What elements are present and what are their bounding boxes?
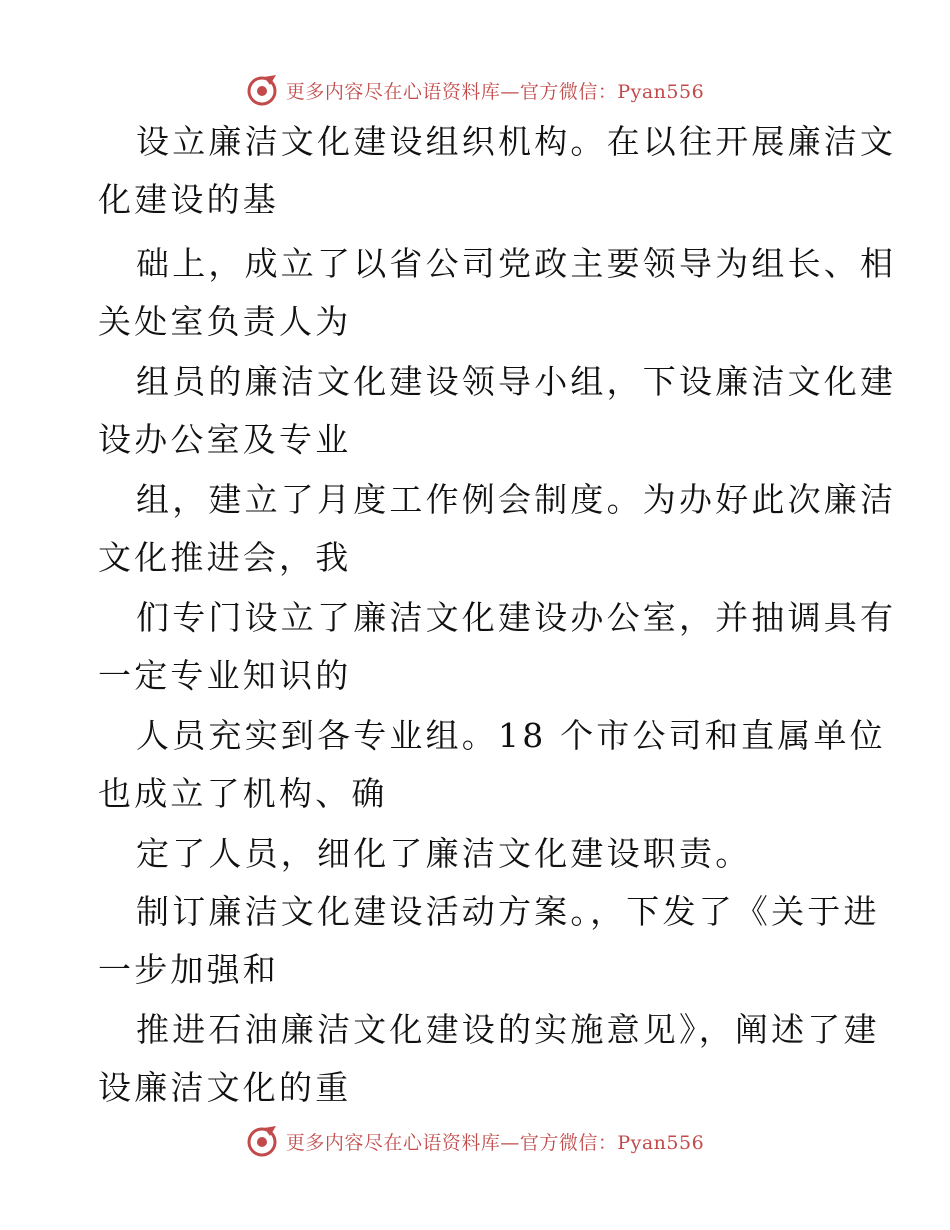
paragraph-line: 一步加强和: [98, 950, 279, 989]
pen-logo-icon: [246, 73, 280, 107]
paragraph-line: 推进石油廉洁文化建设的实施意见》，阐述了建: [136, 1010, 880, 1049]
paragraph-line: 组，建立了月度工作例会制度。为办好此次廉洁: [136, 480, 897, 519]
header-banner: [0, 70, 950, 110]
paragraph-line: 定了人员，细化了廉洁文化建设职责。: [136, 834, 752, 873]
paragraph-line: 设立廉洁文化建设组织机构。在以往开展廉洁文: [136, 122, 897, 161]
paragraph-line: 设廉洁文化的重: [98, 1068, 352, 1107]
paragraph-line: 关处室负责人为: [98, 302, 352, 341]
paragraph-line: 一定专业知识的: [98, 656, 352, 695]
pen-logo-icon: [246, 1124, 280, 1158]
paragraph-line: 础上，成立了以省公司党政主要领导为组长、相: [136, 244, 897, 283]
footer-banner-text: 更多内容尽在心语资料库—官方微信：Pyan556: [285, 1131, 705, 1154]
paragraph-line: 们专门设立了廉洁文化建设办公室，并抽调具有: [136, 598, 897, 637]
paragraph-line: 组员的廉洁文化建设领导小组，下设廉洁文化建: [136, 362, 897, 401]
paragraph-line: 设办公室及专业: [98, 420, 352, 459]
paragraph-line: 也成立了机构、确: [98, 774, 388, 813]
paragraph-line: 化建设的基: [98, 180, 279, 219]
paragraph-line: 文化推进会，我: [98, 538, 352, 577]
paragraph-line: 制订廉洁文化建设活动方案。，下发了《关于进: [136, 892, 880, 931]
footer-banner: [0, 1121, 950, 1161]
header-banner-text: 更多内容尽在心语资料库—官方微信：Pyan556: [285, 80, 705, 103]
paragraph-line: 人员充实到各专业组。18 个市公司和直属单位: [136, 716, 886, 755]
